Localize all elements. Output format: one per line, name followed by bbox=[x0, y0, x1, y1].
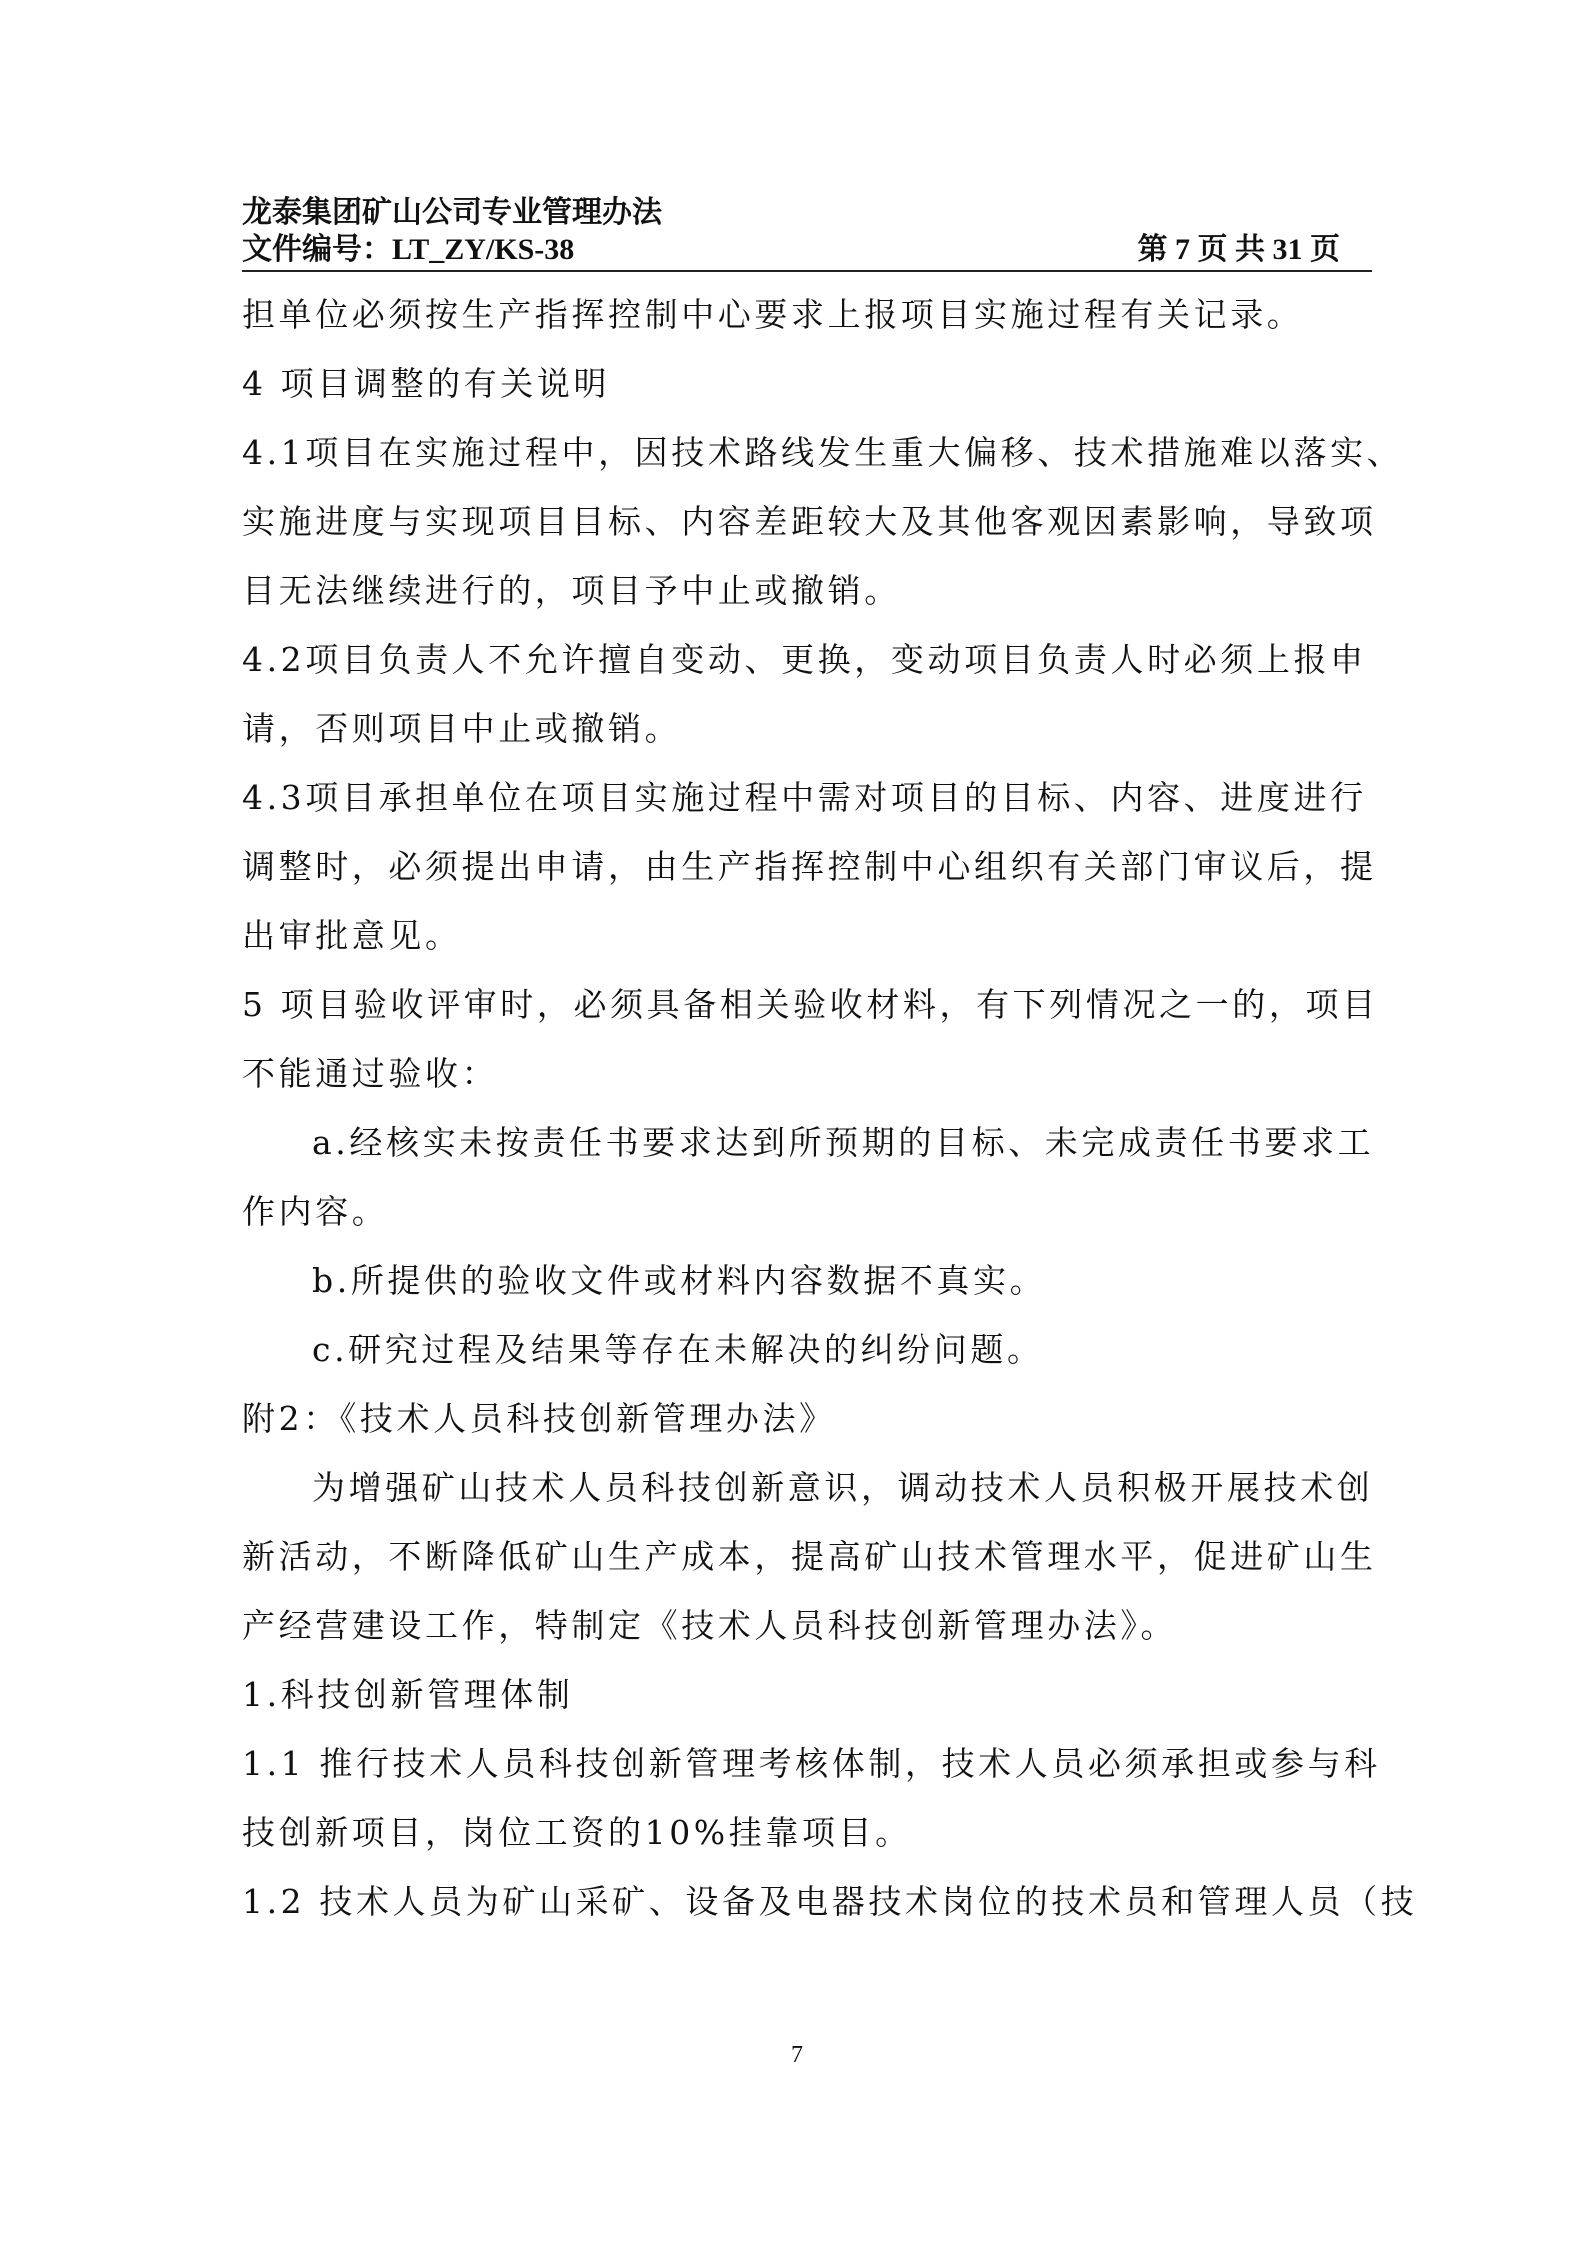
list-item-c: c.研究过程及结果等存在未解决的纠纷问题。 bbox=[312, 1330, 1044, 1369]
body-line: 不能通过验收： bbox=[242, 1054, 499, 1093]
body-line: 4.2项目负责人不允许擅自变动、更换，变动项目负责人时必须上报申 bbox=[242, 640, 1367, 679]
body-line: 1.1 推行技术人员科技创新管理考核体制，技术人员必须承担或参与科 bbox=[242, 1744, 1381, 1783]
body-line: 1.2 技术人员为矿山采矿、设备及电器技术岗位的技术员和管理人员（技 bbox=[242, 1882, 1418, 1921]
list-item-a: a.经核实未按责任书要求达到所预期的目标、未完成责任书要求工 bbox=[312, 1123, 1375, 1162]
appendix-heading: 附2：《技术人员科技创新管理办法》 bbox=[242, 1399, 836, 1438]
page-number: 7 bbox=[791, 2042, 803, 2068]
body-line: 请，否则项目中止或撤销。 bbox=[242, 709, 682, 748]
header-title: 龙泰集团矿山公司专业管理办法 bbox=[242, 196, 662, 229]
list-item-b: b.所提供的验收文件或材料内容数据不真实。 bbox=[312, 1261, 1047, 1300]
body-line: 目无法继续进行的，项目予中止或撤销。 bbox=[242, 571, 901, 610]
header-doc-number: 文件编号：LT_ZY/KS-38 bbox=[242, 233, 575, 266]
section-heading-4: 4 项目调整的有关说明 bbox=[242, 364, 611, 403]
body-line: 出审批意见。 bbox=[242, 916, 462, 955]
body-line: 产经营建设工作，特制定《技术人员科技创新管理办法》。 bbox=[242, 1606, 1178, 1645]
header-divider bbox=[242, 270, 1372, 272]
section-heading-5: 5 项目验收评审时，必须具备相关验收材料，有下列情况之一的，项目 bbox=[242, 985, 1379, 1024]
body-line: 技创新项目，岗位工资的10%挂靠项目。 bbox=[242, 1813, 912, 1852]
header-page-info: 第 7 页 共 31 页 bbox=[1137, 233, 1340, 266]
body-text bbox=[242, 280, 1418, 1936]
body-line: 新活动，不断降低矿山生产成本，提高矿山技术管理水平，促进矿山生 bbox=[242, 1537, 1377, 1576]
section-heading-1: 1.科技创新管理体制 bbox=[242, 1675, 574, 1714]
body-line: 4.3项目承担单位在项目实施过程中需对项目的目标、内容、进度进行 bbox=[242, 778, 1367, 817]
body-line: 为增强矿山技术人员科技创新意识，调动技术人员积极开展技术创 bbox=[312, 1468, 1374, 1507]
body-line: 调整时，必须提出申请，由生产指挥控制中心组织有关部门审议后，提 bbox=[242, 847, 1377, 886]
body-line: 实施进度与实现项目目标、内容差距较大及其他客观因素影响，导致项 bbox=[242, 502, 1377, 541]
body-line: 4.1项目在实施过程中，因技术路线发生重大偏移、技术措施难以落实、 bbox=[242, 433, 1404, 472]
body-line: 作内容。 bbox=[242, 1192, 389, 1231]
body-line: 担单位必须按生产指挥控制中心要求上报项目实施过程有关记录。 bbox=[242, 295, 1304, 334]
